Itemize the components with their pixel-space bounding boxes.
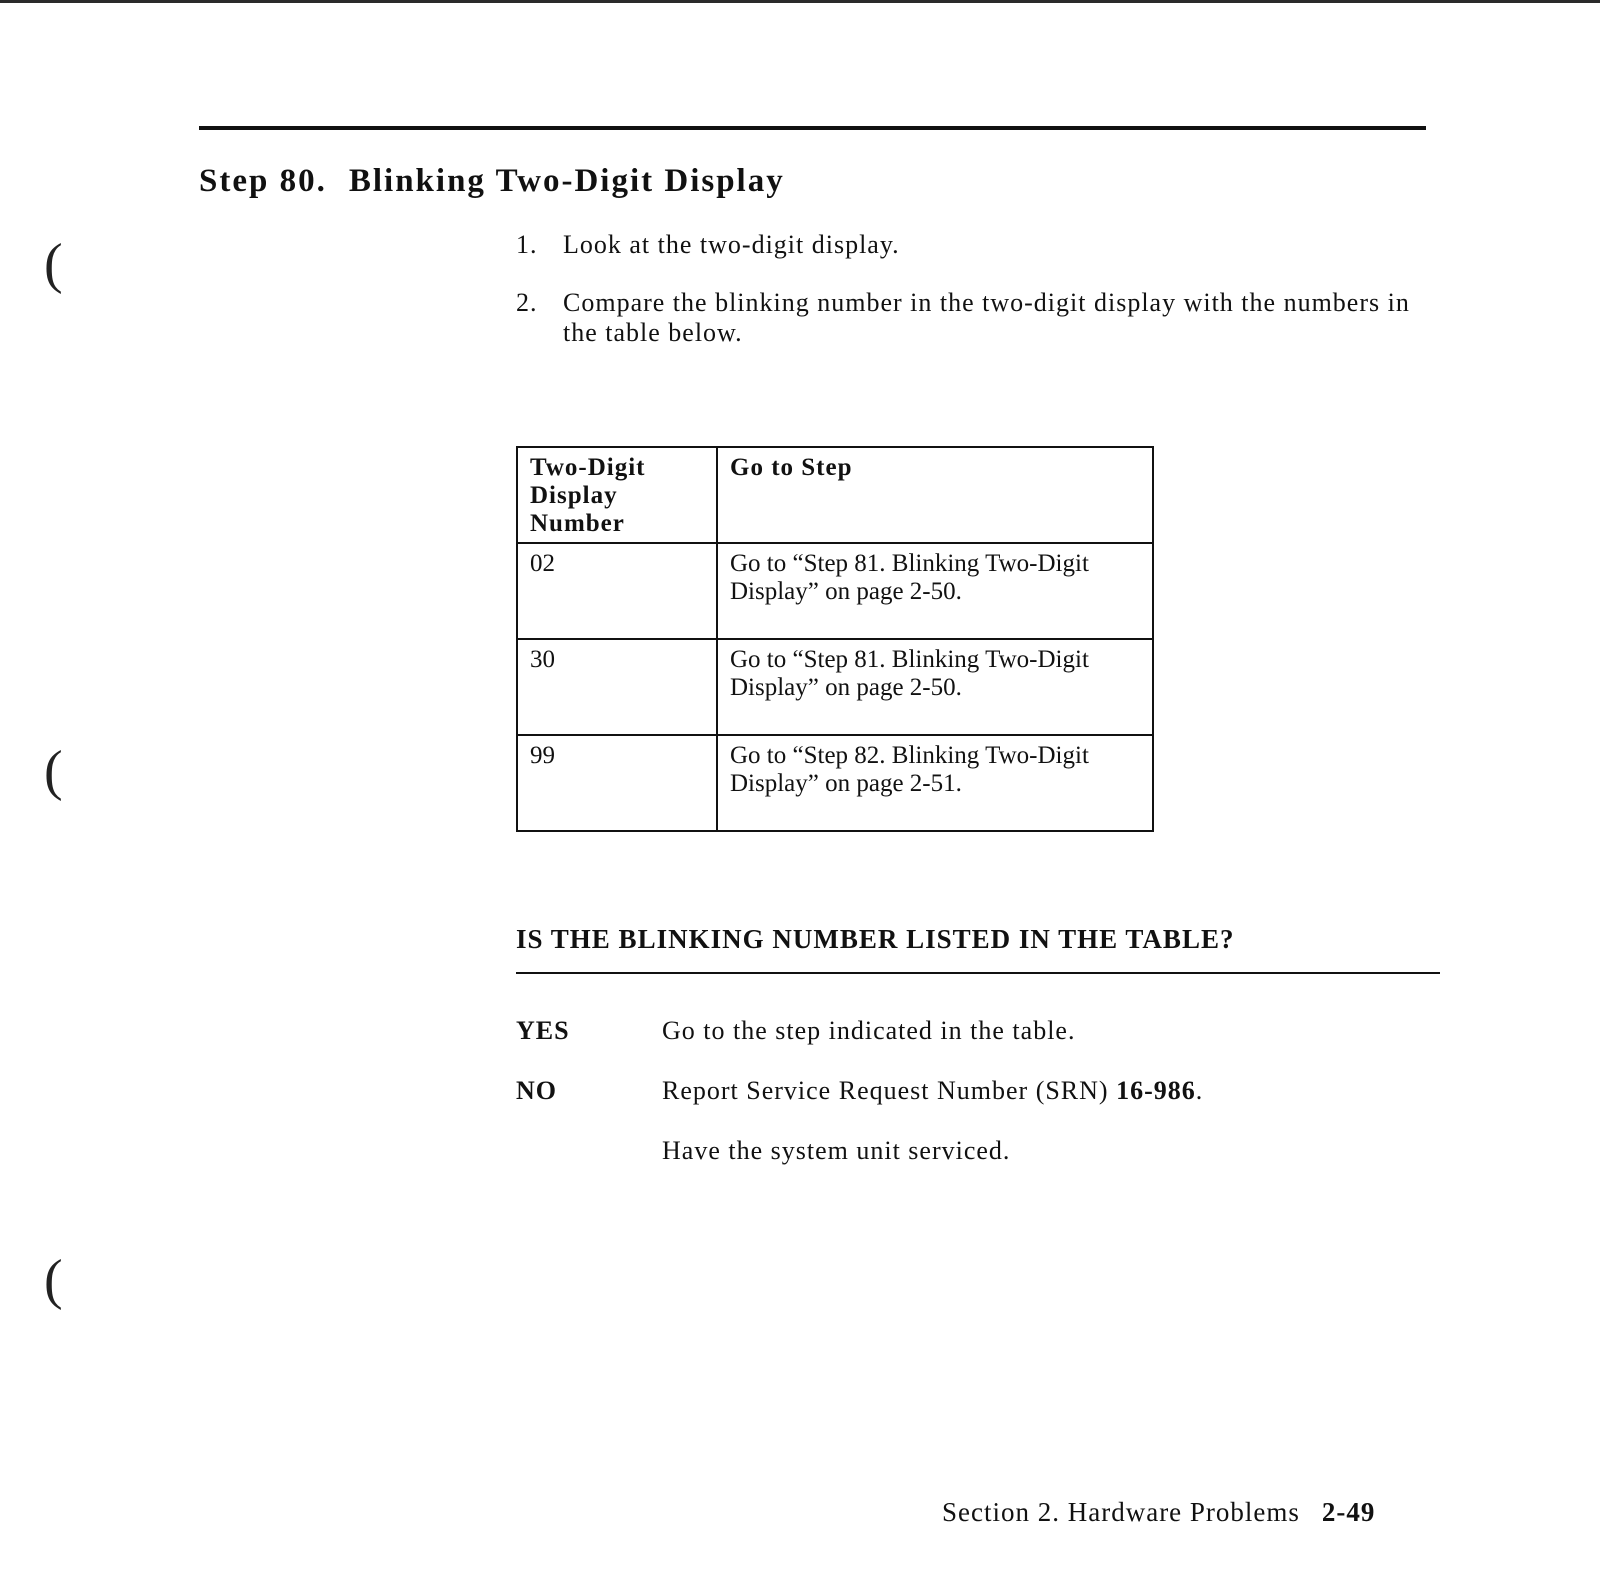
table-cell-action: Go to “Step 81. Blinking Two-Digit Display” on page 2-50. [717, 543, 1153, 639]
table-cell-action: Go to “Step 81. Blinking Two-Digit Display” on page 2-50. [717, 639, 1153, 735]
answer-yes [516, 1016, 1203, 1076]
table-cell-code: 02 [517, 543, 717, 639]
instruction-text: Compare the blinking number in the two-digit display with the numbers in the table below. [563, 288, 1410, 347]
table-row [517, 735, 1153, 831]
margin-mark: ( [44, 1249, 63, 1311]
question-rule [516, 972, 1440, 974]
instruction-list [516, 230, 1436, 376]
instruction-item [516, 230, 1436, 260]
instruction-item [516, 288, 1436, 348]
answer-list [516, 1016, 1203, 1196]
srn-sentence: Report Service Request Number (SRN) [662, 1076, 1109, 1105]
heading-rule [199, 126, 1426, 130]
answer-text: Go to the step indicated in the table. [662, 1016, 1076, 1045]
answer-label-empty [516, 1136, 662, 1196]
page-top-edge [0, 0, 1600, 3]
instruction-number: 1. [516, 230, 538, 259]
footer-section: Section 2. Hardware Problems [942, 1497, 1300, 1527]
answer-no [516, 1076, 1203, 1136]
answer-text [662, 1076, 1203, 1136]
table-cell-action: Go to “Step 82. Blinking Two-Digit Display” on page 2-51. [717, 735, 1153, 831]
table-cell-code: 99 [517, 735, 717, 831]
answer-followup [516, 1136, 1203, 1196]
margin-mark: ( [44, 740, 63, 802]
table-header-go-to-step: Go to Step [717, 447, 1153, 543]
answer-label: NO [516, 1076, 557, 1105]
answer-label: YES [516, 1016, 570, 1045]
table-header-display-number: Two-Digit Display Number [517, 447, 717, 543]
table-row [517, 639, 1153, 735]
table-row [517, 543, 1153, 639]
table-cell-code: 30 [517, 639, 717, 735]
page-title [199, 163, 785, 200]
page-number: 2-49 [1321, 1497, 1376, 1527]
display-number-table [516, 446, 1154, 832]
instruction-number: 2. [516, 288, 538, 317]
margin-mark: ( [44, 233, 63, 295]
step-number: Step 80. [199, 163, 327, 199]
instruction-text: Look at the two-digit display. [563, 230, 900, 259]
question-heading: IS THE BLINKING NUMBER LISTED IN THE TABLE? [516, 924, 1235, 954]
step-title: Blinking Two-Digit Display [348, 163, 785, 199]
srn-code: 16-986 [1116, 1076, 1196, 1105]
table-header-row [517, 447, 1153, 543]
page-footer [942, 1497, 1375, 1528]
srn-suffix: . [1195, 1076, 1204, 1105]
followup-text: Have the system unit serviced. [662, 1136, 1011, 1165]
